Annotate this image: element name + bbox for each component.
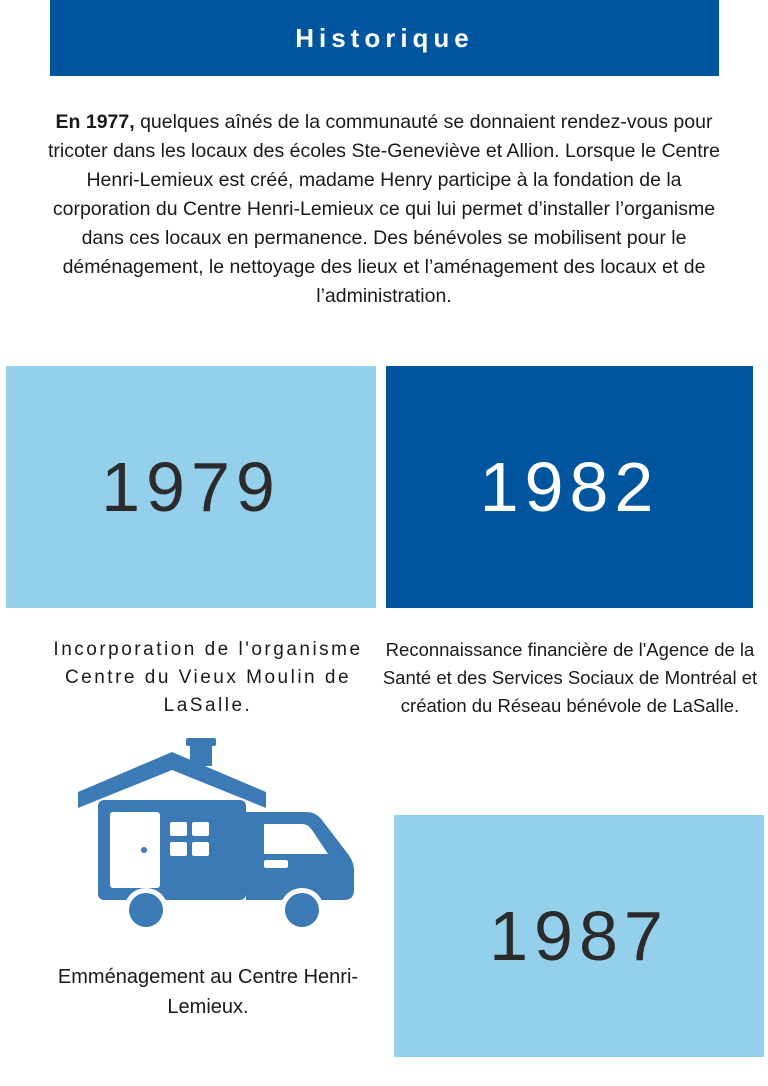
caption-1987: Emménagement au Centre Henri-Lemieux. <box>57 966 359 1018</box>
year-box-1982 <box>386 366 753 608</box>
moving-house-truck-icon <box>76 734 356 934</box>
year-label: 1987 <box>489 897 669 975</box>
intro-paragraph <box>44 108 724 311</box>
intro-lead: En 1977, <box>55 111 135 133</box>
caption-1979: Incorporation de l'organisme Centre du Vieux Moulin de LaSalle. <box>53 639 363 716</box>
year-label: 1982 <box>479 448 660 526</box>
intro-text: quelques aînés de la communauté se donnaient rendez-vous pour tricoter dans les locaux des écoles Ste-Geneviève et Allion. Lorsque le Centre Henri-Lemieux est créé, madame Henry participe à la fondation de la corporation du Centre Henri-Lemieux ce qui lui permet d’installer l’organisme dans ces locaux en permanence. Des bénévoles se mobilisent pour le déménagement, le nettoyage des lieux et l’aménagement des locaux et de l’administration. <box>47 111 721 307</box>
page-title-banner <box>50 0 719 76</box>
year-box-1987 <box>394 815 764 1057</box>
year-box-1979 <box>6 366 376 608</box>
caption-1982: Reconnaissance financière de l'Agence de la Santé et des Services Sociaux de Montréal et création du Réseau bénévole de LaSalle. <box>382 639 758 716</box>
page-title: Historique <box>295 22 474 53</box>
year-label: 1979 <box>101 448 281 526</box>
